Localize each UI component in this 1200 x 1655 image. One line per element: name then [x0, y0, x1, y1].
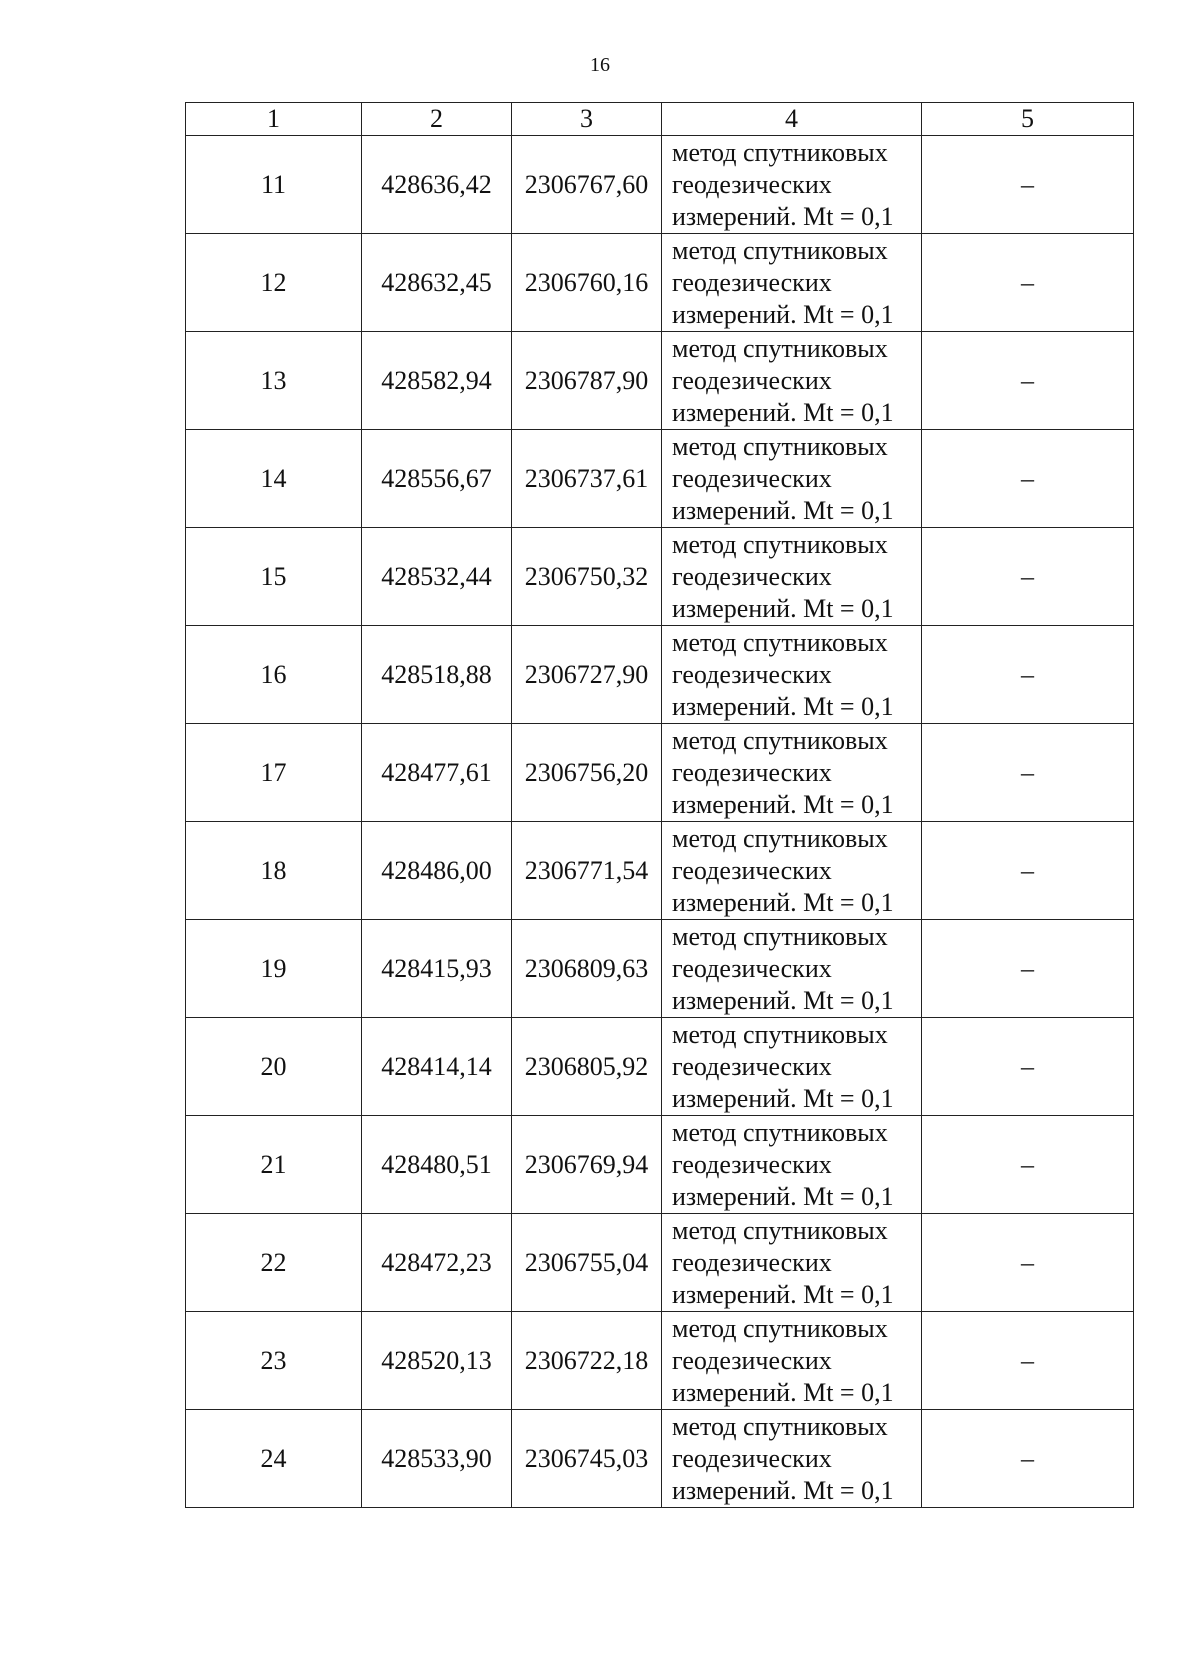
- method-line-1: метод спутниковых: [672, 1313, 888, 1343]
- table-header: [186, 103, 1134, 136]
- method-line-3: измерений. Mt = 0,1: [672, 789, 894, 819]
- coordinate-x: 428414,14: [362, 1018, 512, 1116]
- method-line-2: геодезических: [672, 267, 832, 297]
- method-description: [662, 136, 922, 234]
- method-line-2: геодезических: [672, 855, 832, 885]
- table-body: [186, 136, 1134, 1508]
- extra-value: –: [922, 1116, 1134, 1214]
- coordinate-x: 428480,51: [362, 1116, 512, 1214]
- table-row: [186, 136, 1134, 234]
- coordinate-y: 2306737,61: [512, 430, 662, 528]
- point-number: 14: [186, 430, 362, 528]
- point-number: 24: [186, 1410, 362, 1508]
- coordinate-y: 2306787,90: [512, 332, 662, 430]
- method-line-2: геодезических: [672, 1443, 832, 1473]
- coordinate-y: 2306805,92: [512, 1018, 662, 1116]
- table-row: [186, 430, 1134, 528]
- method-line-3: измерений. Mt = 0,1: [672, 299, 894, 329]
- table-row: [186, 822, 1134, 920]
- point-number: 11: [186, 136, 362, 234]
- table-row: [186, 920, 1134, 1018]
- method-line-3: измерений. Mt = 0,1: [672, 691, 894, 721]
- point-number: 12: [186, 234, 362, 332]
- method-line-2: геодезических: [672, 1345, 832, 1375]
- method-description: [662, 332, 922, 430]
- point-number: 22: [186, 1214, 362, 1312]
- coordinate-y: 2306756,20: [512, 724, 662, 822]
- method-description: [662, 822, 922, 920]
- method-description: [662, 1312, 922, 1410]
- coordinates-table: [185, 102, 1134, 1508]
- coordinate-x: 428415,93: [362, 920, 512, 1018]
- coordinate-x: 428556,67: [362, 430, 512, 528]
- method-description: [662, 920, 922, 1018]
- table-row: [186, 1214, 1134, 1312]
- point-number: 13: [186, 332, 362, 430]
- method-line-3: измерений. Mt = 0,1: [672, 593, 894, 623]
- method-line-1: метод спутниковых: [672, 627, 888, 657]
- header-col-5: 5: [922, 103, 1134, 136]
- point-number: 16: [186, 626, 362, 724]
- point-number: 20: [186, 1018, 362, 1116]
- header-row: [186, 103, 1134, 136]
- coordinate-x: 428518,88: [362, 626, 512, 724]
- method-line-2: геодезических: [672, 1247, 832, 1277]
- coordinate-x: 428636,42: [362, 136, 512, 234]
- method-line-2: геодезических: [672, 1149, 832, 1179]
- method-description: [662, 234, 922, 332]
- method-line-2: геодезических: [672, 169, 832, 199]
- point-number: 17: [186, 724, 362, 822]
- method-line-1: метод спутниковых: [672, 235, 888, 265]
- table-row: [186, 332, 1134, 430]
- method-description: [662, 430, 922, 528]
- header-col-3: 3: [512, 103, 662, 136]
- method-line-3: измерений. Mt = 0,1: [672, 1377, 894, 1407]
- extra-value: –: [922, 1312, 1134, 1410]
- extra-value: –: [922, 724, 1134, 822]
- method-description: [662, 1214, 922, 1312]
- method-line-3: измерений. Mt = 0,1: [672, 201, 894, 231]
- method-line-1: метод спутниковых: [672, 1117, 888, 1147]
- method-line-1: метод спутниковых: [672, 725, 888, 755]
- method-description: [662, 626, 922, 724]
- extra-value: –: [922, 234, 1134, 332]
- extra-value: –: [922, 920, 1134, 1018]
- method-line-3: измерений. Mt = 0,1: [672, 1279, 894, 1309]
- coordinate-x: 428582,94: [362, 332, 512, 430]
- coordinate-y: 2306767,60: [512, 136, 662, 234]
- coordinate-y: 2306722,18: [512, 1312, 662, 1410]
- coordinate-y: 2306760,16: [512, 234, 662, 332]
- method-line-2: геодезических: [672, 659, 832, 689]
- method-line-3: измерений. Mt = 0,1: [672, 1181, 894, 1211]
- method-line-1: метод спутниковых: [672, 529, 888, 559]
- table-row: [186, 528, 1134, 626]
- table-row: [186, 626, 1134, 724]
- coordinate-x: 428472,23: [362, 1214, 512, 1312]
- method-line-1: метод спутниковых: [672, 1019, 888, 1049]
- point-number: 19: [186, 920, 362, 1018]
- method-line-1: метод спутниковых: [672, 1215, 888, 1245]
- method-description: [662, 528, 922, 626]
- method-description: [662, 724, 922, 822]
- extra-value: –: [922, 528, 1134, 626]
- header-col-4: 4: [662, 103, 922, 136]
- page-number: 16: [590, 54, 610, 76]
- extra-value: –: [922, 1410, 1134, 1508]
- point-number: 18: [186, 822, 362, 920]
- method-description: [662, 1018, 922, 1116]
- coordinate-x: 428520,13: [362, 1312, 512, 1410]
- method-line-2: геодезических: [672, 561, 832, 591]
- extra-value: –: [922, 1214, 1134, 1312]
- table-row: [186, 1410, 1134, 1508]
- method-line-1: метод спутниковых: [672, 137, 888, 167]
- method-line-3: измерений. Mt = 0,1: [672, 1475, 894, 1505]
- method-line-2: геодезических: [672, 1051, 832, 1081]
- method-line-3: измерений. Mt = 0,1: [672, 397, 894, 427]
- table-row: [186, 1312, 1134, 1410]
- coordinate-y: 2306755,04: [512, 1214, 662, 1312]
- method-line-3: измерений. Mt = 0,1: [672, 495, 894, 525]
- extra-value: –: [922, 822, 1134, 920]
- method-line-2: геодезических: [672, 953, 832, 983]
- header-col-2: 2: [362, 103, 512, 136]
- method-line-1: метод спутниковых: [672, 333, 888, 363]
- table-row: [186, 724, 1134, 822]
- method-line-1: метод спутниковых: [672, 921, 888, 951]
- point-number: 23: [186, 1312, 362, 1410]
- method-line-1: метод спутниковых: [672, 431, 888, 461]
- method-line-3: измерений. Mt = 0,1: [672, 1083, 894, 1113]
- table-row: [186, 1018, 1134, 1116]
- extra-value: –: [922, 430, 1134, 528]
- coordinate-y: 2306750,32: [512, 528, 662, 626]
- point-number: 21: [186, 1116, 362, 1214]
- coordinate-y: 2306809,63: [512, 920, 662, 1018]
- coordinate-x: 428486,00: [362, 822, 512, 920]
- header-col-1: 1: [186, 103, 362, 136]
- coordinate-y: 2306769,94: [512, 1116, 662, 1214]
- coordinate-x: 428477,61: [362, 724, 512, 822]
- table-row: [186, 1116, 1134, 1214]
- coordinate-y: 2306745,03: [512, 1410, 662, 1508]
- method-line-3: измерений. Mt = 0,1: [672, 887, 894, 917]
- coordinate-y: 2306727,90: [512, 626, 662, 724]
- coordinate-y: 2306771,54: [512, 822, 662, 920]
- method-line-2: геодезических: [672, 757, 832, 787]
- point-number: 15: [186, 528, 362, 626]
- method-line-3: измерений. Mt = 0,1: [672, 985, 894, 1015]
- coordinate-x: 428533,90: [362, 1410, 512, 1508]
- method-line-1: метод спутниковых: [672, 823, 888, 853]
- extra-value: –: [922, 626, 1134, 724]
- method-line-2: геодезических: [672, 365, 832, 395]
- method-description: [662, 1116, 922, 1214]
- table-row: [186, 234, 1134, 332]
- extra-value: –: [922, 1018, 1134, 1116]
- coordinate-x: 428532,44: [362, 528, 512, 626]
- method-description: [662, 1410, 922, 1508]
- extra-value: –: [922, 136, 1134, 234]
- coordinate-x: 428632,45: [362, 234, 512, 332]
- method-line-1: метод спутниковых: [672, 1411, 888, 1441]
- extra-value: –: [922, 332, 1134, 430]
- method-line-2: геодезических: [672, 463, 832, 493]
